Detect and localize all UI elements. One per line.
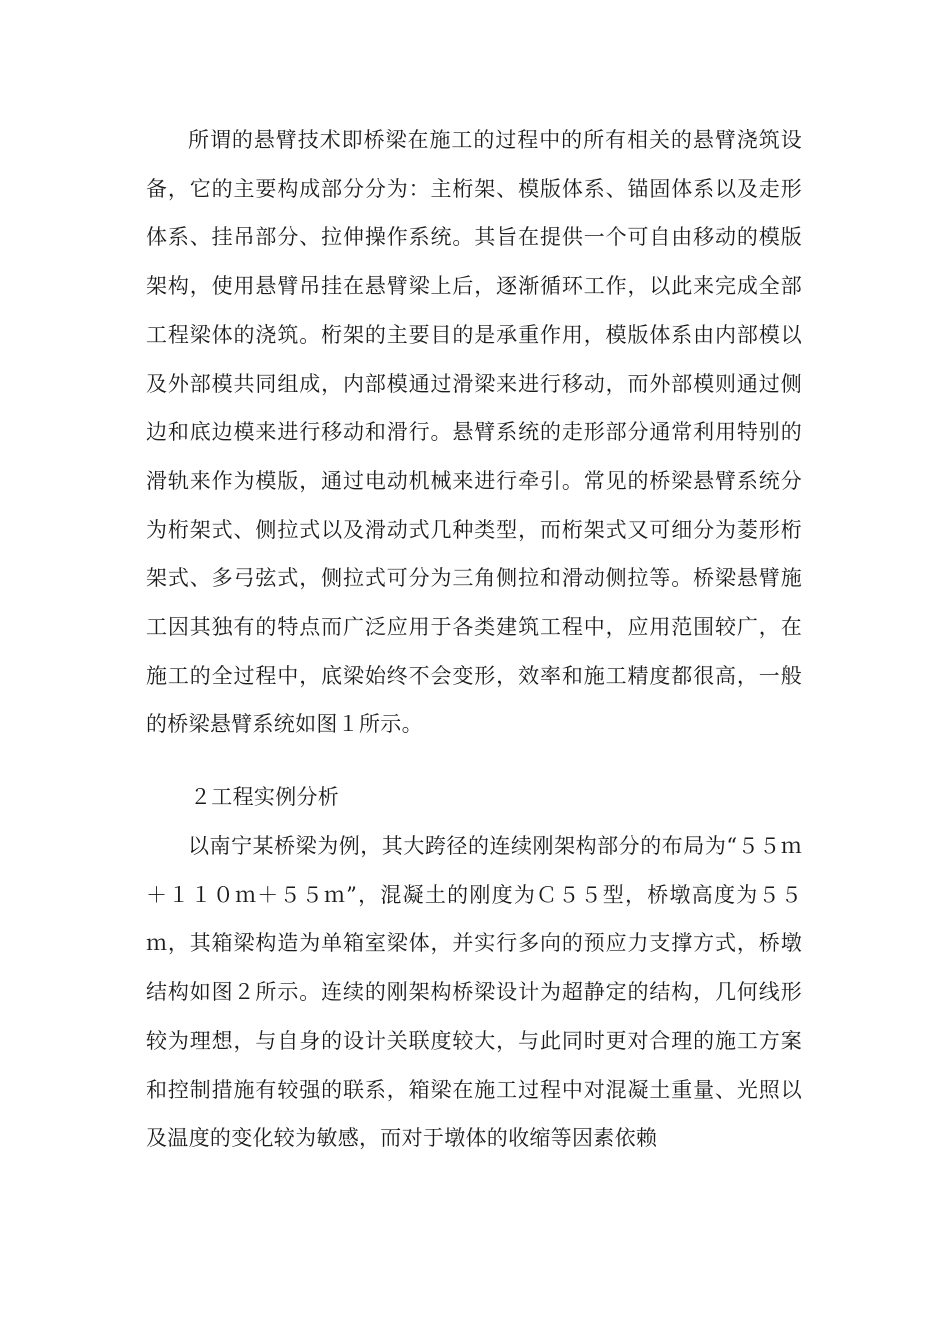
body-paragraph-nanning-bridge-example: 以南宁某桥梁为例，其大跨径的连续刚架构部分的布局为“５５ｍ＋１１０ｍ＋５５ｍ”，混凝土的刚度为Ｃ５５型，桥墩高度为５５ｍ，其箱梁构造为单箱室梁体，并实行多向的预应力支撑方式，桥墩结构如图２所示。连续的刚架构桥梁设计为超静定的结构，几何线形较为理想，与自身的设计关联度较大，与此同时更对合理的施工方案和控制措施有较强的联系，箱梁在施工过程中对混凝土重量、光照以及温度的变化较为敏感，而对于墩体的收缩等因素依赖 [146, 834, 802, 1151]
body-paragraph-cantilever-technique: 所谓的悬臂技术即桥梁在施工的过程中的所有相关的悬臂浇筑设备，它的主要构成部分分为：主桁架、模版体系、锚固体系以及走形体系、挂吊部分、拉伸操作系统。其旨在提供一个可自由移动的模版架构，使用悬臂吊挂在悬臂梁上后，逐渐循环工作，以此来完成全部工程梁体的浇筑。桁架的主要目的是承重作用，模版体系由内部模以及外部模共同组成，内部模通过滑梁来进行移动，而外部模则通过侧边和底边模来进行移动和滑行。悬臂系统的走形部分通常利用特别的滑轨来作为模版，通过电动机械来进行牵引。常见的桥梁悬臂系统分为桁架式、侧拉式以及滑动式几种类型，而桁架式又可细分为菱形桁架式、多弓弦式，侧拉式可分为三角侧拉和滑动侧拉等。桥梁悬臂施工因其独有的特点而广泛应用于各类建筑工程中，应用范围较广，在施工的全过程中，底梁始终不会变形，效率和施工精度都很高，一般的桥梁悬臂系统如图１所示。 [146, 128, 802, 737]
section-heading-engineering-case: ２工程实例分析 [190, 785, 340, 809]
